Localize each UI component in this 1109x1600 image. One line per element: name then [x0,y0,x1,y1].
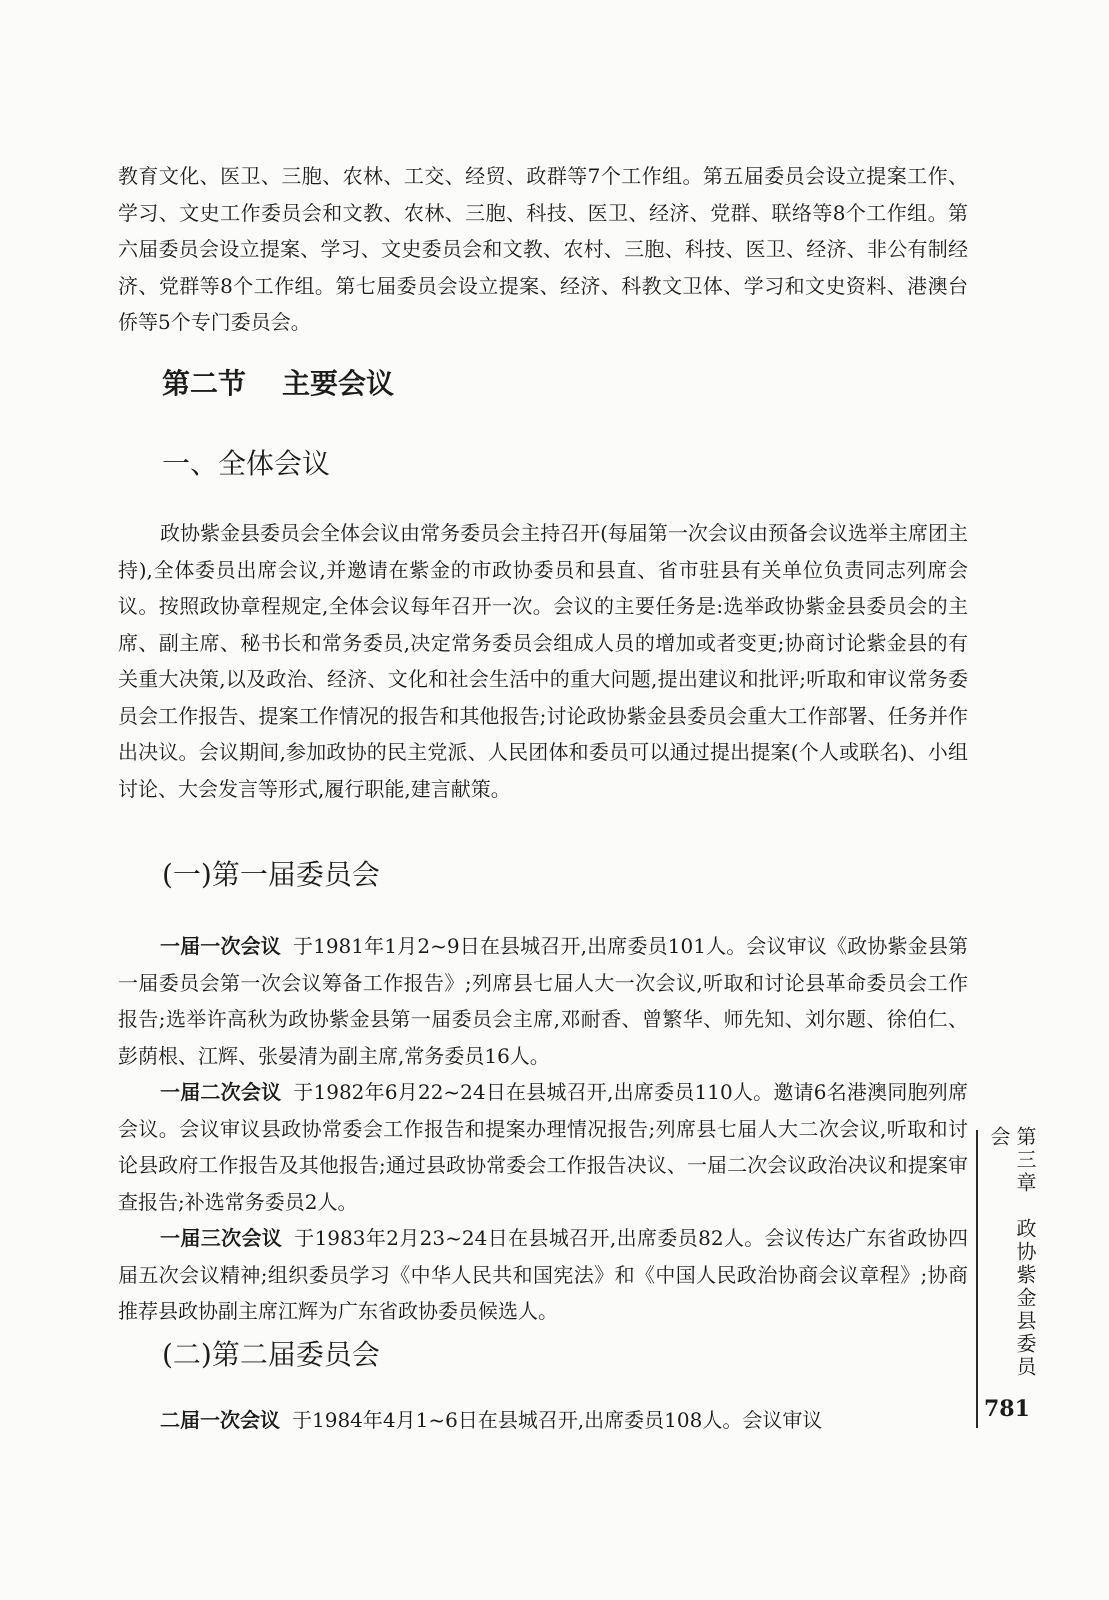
section-heading [162,362,394,402]
section-number: 第二节 [162,367,247,400]
meeting-text: 于1983年2月23~24日在县城召开,出席委员82人。会议传达广东省政协四届五次会议精神;组织委员学习《中华人民共和国宪法》和《中国人民政治协商会议章程》;协商推荐县政协副主席江辉为广东省政协委员候选人。 [118,1226,968,1323]
meeting-entry [118,1402,968,1439]
page-number: 781 [984,1396,1030,1422]
plenary-block [118,515,968,807]
chapter-side-label: 第三章 政协紫金县委员会 [987,1126,1037,1379]
meeting-text: 于1981年1月2~9日在县城召开,出席委员101人。会议审议《政协紫金县第一届委员会第一次会议筹备工作报告》;列席县七届人大一次会议,听取和讨论县革命委员会工作报告;选举许高秋为政协紫金县第一届委员会主席,邓耐香、曾繁华、师先知、刘尔题、徐伯仁、彭荫根、江辉、张晏清为副主席,常务委员16人。 [118,934,968,1068]
meeting-title: 一届一次会议 [160,934,281,958]
council-1-meetings [118,928,968,1330]
meeting-entry [118,1220,968,1330]
intro-block [118,158,968,341]
margin-rule [976,1130,978,1428]
meeting-title: 一届三次会议 [160,1226,283,1250]
council-2-heading: (二)第二届委员会 [162,1338,380,1371]
plenary-paragraph: 政协紫金县委员会全体会议由常务委员会主持召开(每届第一次会议由预备会议选举主席团主持),全体委员出席会议,并邀请在紫金的市政协委员和县直、省市驻县有关单位负责同志列席会议。按照政协章程规定,全体会议每年召开一次。会议的主要任务是:选举政协紫金县委员会的主席、副主席、秘书长和常务委员,决定常务委员会组成人员的增加或者变更;协商讨论紫金县的有关重大决策,以及政治、经济、文化和社会生活中的重大问题,提出建议和批评;听取和审议常务委员会工作报告、提案工作情况的报告和其他报告;讨论政协紫金县委员会重大工作部署、任务并作出决议。会议期间,参加政协的民主党派、人民团体和委员可以通过提出提案(个人或联名)、小组讨论、大会发言等形式,履行职能,建言献策。 [118,521,968,801]
meeting-text: 于1984年4月1~6日在县城召开,出席委员108人。会议审议 [292,1408,823,1432]
intro-paragraph: 教育文化、医卫、三胞、农林、工交、经贸、政群等7个工作组。第五届委员会设立提案工作、学习、文史工作委员会和文教、农林、三胞、科技、医卫、经济、党群、联络等8个工作组。第六届委员会设立提案、学习、文史委员会和文教、农村、三胞、科技、医卫、经济、非公有制经济、党群等8个工作组。第七届委员会设立提案、经济、科教文卫体、学习和文史资料、港澳台侨等5个专门委员会。 [118,164,968,334]
meeting-title: 一届二次会议 [160,1080,282,1104]
council-1-heading: (一)第一届委员会 [162,858,380,891]
meeting-entry [118,928,968,1074]
meeting-entry [118,1074,968,1220]
section-title: 主要会议 [282,367,395,400]
subsection-heading: 一、全体会议 [162,447,331,480]
council-2-meetings [118,1402,968,1439]
meeting-text: 于1982年6月22~24日在县城召开,出席委员110人。邀请6名港澳同胞列席会议。会议审议县政协常委会工作报告和提案办理情况报告;列席县七届人大二次会议,听取和讨论县政府工作报告及其他报告;通过县政协常委会工作报告决议、一届二次会议政治决议和提案审查报告;补选常务委员2人。 [118,1080,968,1214]
meeting-title: 二届一次会议 [160,1408,280,1432]
